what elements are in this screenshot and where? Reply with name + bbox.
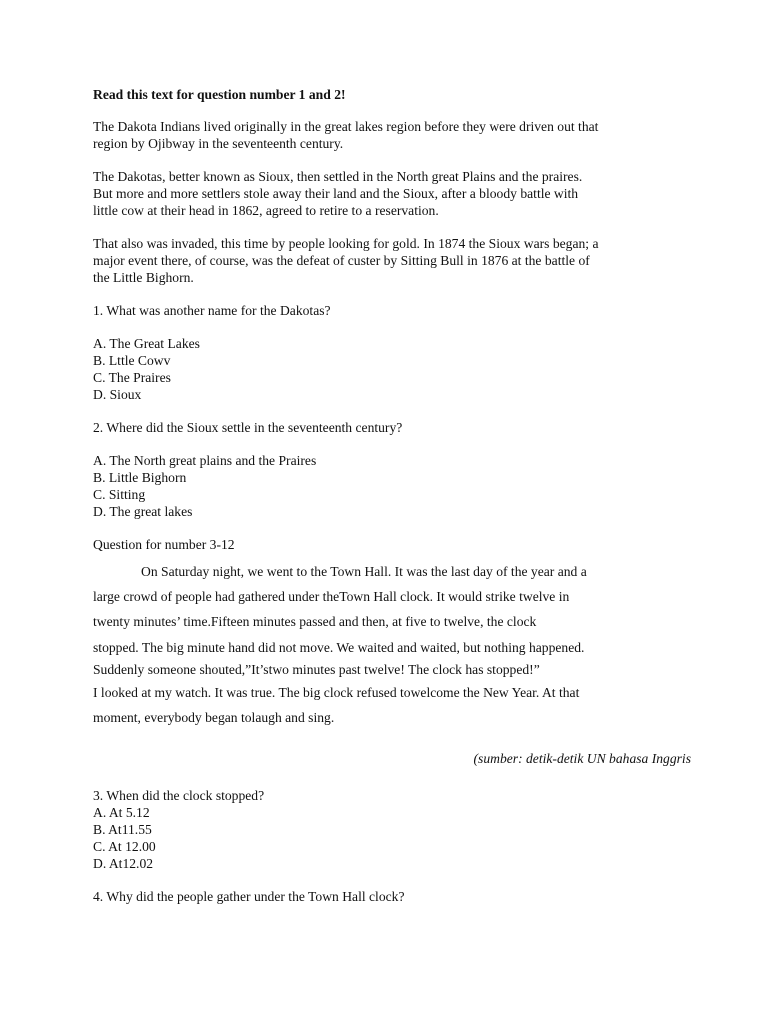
passage-line: the Little Bighorn. [93,270,194,285]
question-2-options [93,452,683,520]
answer-option: C. At 12.00 [93,839,156,855]
story-line: twenty minutes’ time.Fifteen minutes passed and then, at five to twelve, the clock [93,614,537,630]
answer-option: A. At 5.12 [93,805,150,821]
question-3: 3. When did the clock stopped? [93,788,265,804]
answer-option: C. Sitting [93,487,146,502]
section-2-title: Question for number 3-12 [93,537,235,552]
story-line: large crowd of people had gathered under theTown Hall clock. It would strike twelve in [93,589,570,605]
question-3-options [93,804,683,872]
story-line: I looked at my watch. It was true. The big clock refused towelcome the New Year. At that [93,684,580,700]
story-line: moment, everybody began tolaugh and sing. [93,710,335,726]
answer-option: A. The North great plains and the Praires [93,453,317,468]
question-1: 1. What was another name for the Dakotas? [93,303,331,318]
passage1-paragraph-1 [93,118,683,152]
story-line: On Saturday night, we went to the Town Hall. It was the last day of the year and a [141,564,587,579]
passage-line: The Dakotas, better known as Sioux, then settled in the North great Plains and the praires. [93,169,583,184]
passage-line: The Dakota Indians lived originally in the great lakes region before they were driven out that [93,119,599,134]
answer-option: B. Lttle Cowv [93,353,171,368]
question-4: 4. Why did the people gather under the Town Hall clock? [93,889,405,905]
answer-option: B. At11.55 [93,822,152,838]
source-citation: (sumber: detik-detik UN bahasa Inggris [473,751,691,767]
passage1-paragraph-3 [93,235,683,286]
passage-line: That also was invaded, this time by people looking for gold. In 1874 the Sioux wars began; a [93,236,599,251]
answer-option: A. The Great Lakes [93,336,200,351]
question-1-options [93,335,683,403]
passage-line: But more and more settlers stole away their land and the Sioux, after a bloody battle with [93,186,579,201]
reading-instruction-heading: Read this text for question number 1 and 2! [93,87,346,102]
answer-option: B. Little Bighorn [93,470,187,485]
answer-option: C. The Praires [93,370,171,385]
question-2: 2. Where did the Sioux settle in the seventeenth century? [93,420,403,435]
passage1-paragraph-2 [93,168,683,219]
answer-option: D. The great lakes [93,504,193,519]
story-line: Suddenly someone shouted,”It’stwo minutes past twelve! The clock has stopped!” [93,661,540,677]
answer-option: D. At12.02 [93,856,154,872]
answer-option: D. Sioux [93,387,142,402]
passage-line: major event there, of course, was the defeat of custer by Sitting Bull in 1876 at the battle of [93,253,590,268]
question-3-block [93,787,683,872]
story-passage [93,559,683,730]
passage-line: region by Ojibway in the seventeenth century. [93,136,344,151]
passage-line: little cow at their head in 1862, agreed to retire to a reservation. [93,203,439,218]
document-page [93,86,691,921]
story-line: stopped. The big minute hand did not move. We waited and waited, but nothing happened. [93,639,585,655]
